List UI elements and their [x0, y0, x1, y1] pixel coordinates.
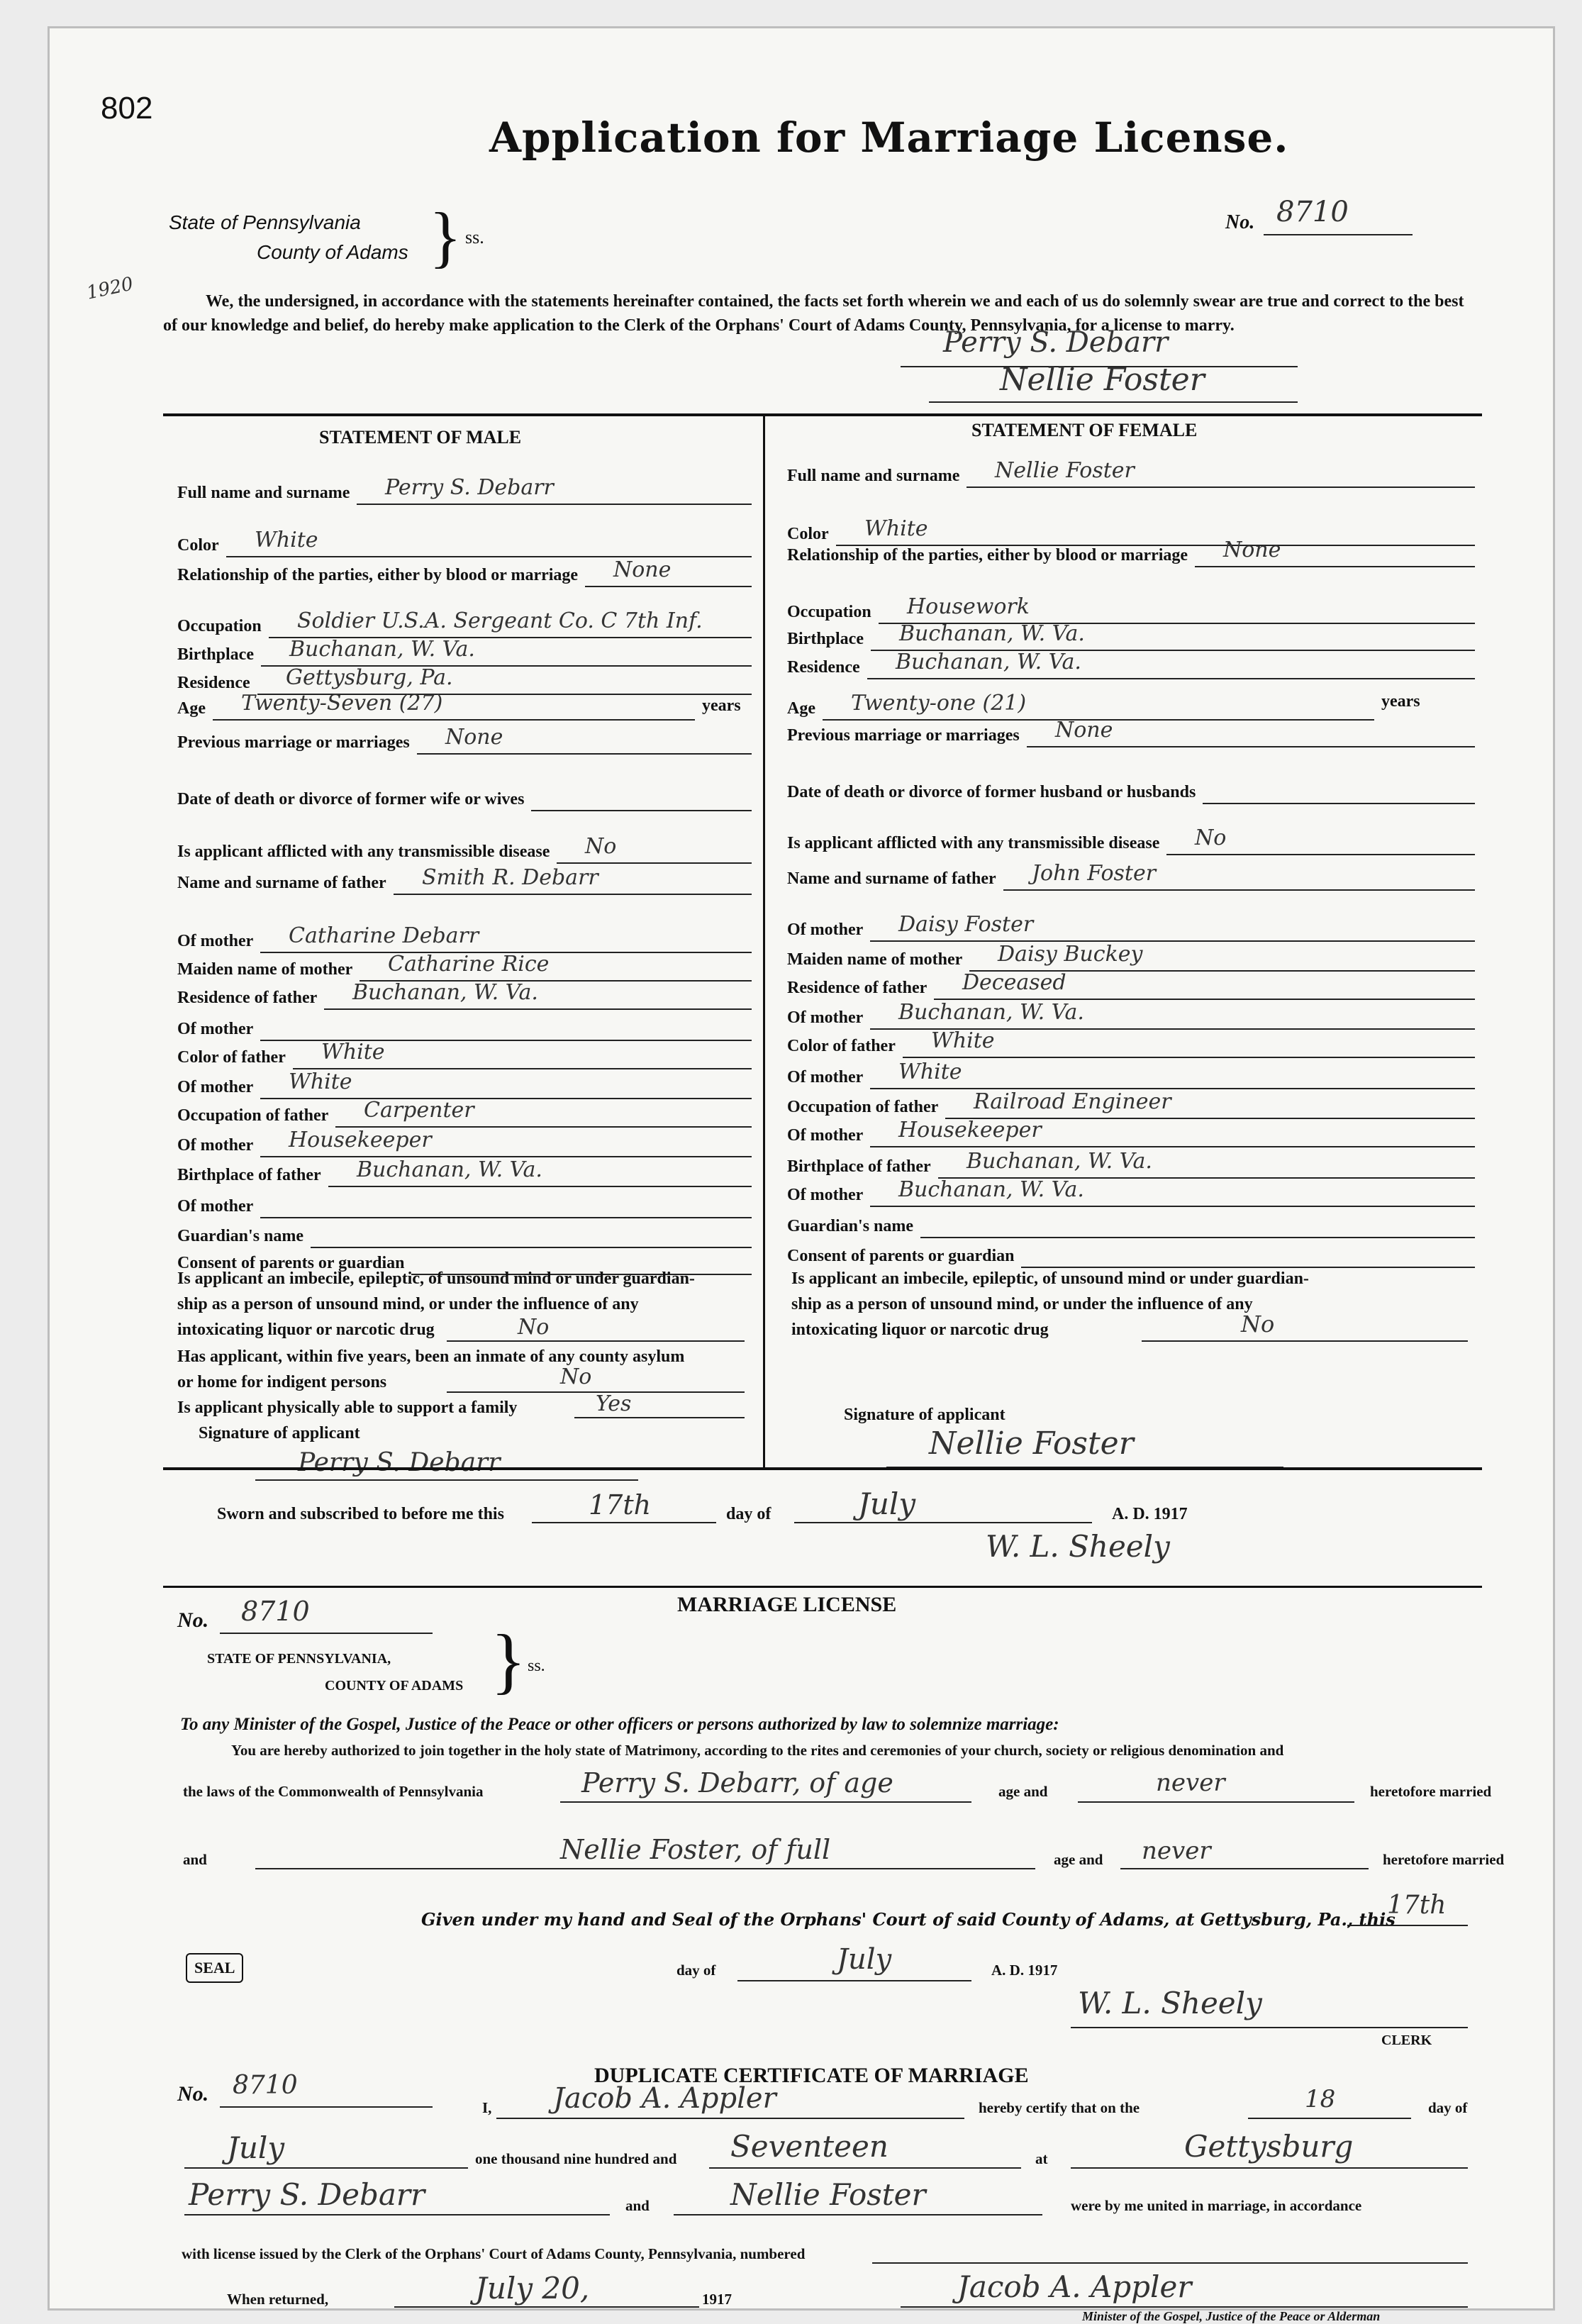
license-brace: } [491, 1620, 526, 1701]
male-row-value: Catharine Rice [388, 952, 550, 977]
male-heading: STATEMENT OF MALE [319, 427, 522, 447]
license-clerk-signature: W. L. Sheely [1078, 1986, 1262, 2020]
female-row-value: White [864, 516, 928, 541]
male-asylum-answer: No [560, 1364, 592, 1389]
male-row-value: Catharine Debarr [289, 923, 479, 948]
cert-bride: Nellie Foster [730, 2177, 926, 2212]
margin-note: 1920 [84, 273, 135, 304]
female-row-value: John Foster [1032, 861, 1157, 886]
cert-i: I, [482, 2099, 492, 2116]
cert-month: July [227, 2130, 285, 2165]
female-row-value: Nellie Foster [995, 458, 1135, 483]
license-heretofore-2: heretofore married [1383, 1851, 1505, 1868]
cert-returned-year: 1917 [702, 2291, 732, 2308]
license-heretofore-1: heretofore married [1370, 1783, 1492, 1800]
female-row-value: Daisy Foster [898, 912, 1034, 937]
female-imbecile-answer: No [1241, 1311, 1275, 1338]
female-signature: Nellie Foster [929, 1425, 1134, 1462]
male-row-value: Soldier U.S.A. Sergeant Co. C 7th Inf. [297, 608, 703, 633]
male-row-label: Full name and surname [177, 484, 350, 502]
male-row-label: Name and surname of father [177, 874, 386, 892]
male-years-unit: years [702, 696, 741, 715]
cert-place: Gettysburg [1184, 2129, 1354, 2164]
female-row-label: Occupation of father [787, 1098, 939, 1116]
license-age-and-2: age and [1054, 1851, 1103, 1868]
female-row-label: Of mother [787, 1126, 864, 1145]
header-no-label: No. [1225, 211, 1255, 233]
male-row-label: Of mother [177, 1197, 254, 1216]
female-years-unit: years [1381, 692, 1420, 711]
male-row-value: Buchanan, W. Va. [352, 980, 538, 1005]
license-seal: SEAL [186, 1953, 243, 1983]
female-row-label: Of mother [787, 1008, 864, 1027]
female-heading: STATEMENT OF FEMALE [971, 420, 1198, 440]
female-row-value: Buchanan, W. Va. [898, 1177, 1084, 1202]
cert-signature: Jacob A. Appler [957, 2269, 1192, 2304]
sworn-year: A. D. 1917 [1112, 1505, 1188, 1523]
male-row-label: Color [177, 536, 219, 555]
male-signature-label: Signature of applicant [199, 1424, 360, 1442]
intro-paragraph: We, the undersigned, in accordance with the statements hereinafter contained, the facts set forth wherein we and each of us do solemnly swear are true and correct to the best of our knowledge and belief, do hereby make application to the Clerk of the Orphans' Court of Adams County, Pennsylvania, for a license to marry. [163, 292, 1464, 335]
license-age-and-1: age and [998, 1783, 1048, 1800]
female-row-label: Color [787, 525, 829, 543]
male-row-value: None [445, 725, 503, 750]
female-row-value: Buchanan, W. Va. [899, 621, 1085, 646]
female-row-label: Of mother [787, 921, 864, 939]
header-sig-2: Nellie Foster [1000, 362, 1205, 398]
license-clerk-label: CLERK [1381, 2033, 1432, 2048]
male-imbecile-q2: ship as a person of unsound mind, or under the influence of any [177, 1295, 639, 1313]
female-row-value: Buchanan, W. Va. [896, 650, 1081, 674]
license-no-value: 8710 [241, 1596, 310, 1627]
cert-united: were by me united in marriage, in accordance [1071, 2197, 1362, 2214]
cert-day-of: day of [1428, 2099, 1468, 2116]
cert-returned-date: July 20, [475, 2271, 590, 2306]
male-row-label: Of mother [177, 1078, 254, 1096]
male-row-label: Occupation [177, 617, 262, 635]
female-row-value: White [931, 1028, 995, 1053]
header-ss: ss. [465, 227, 484, 248]
male-imbecile-q3: intoxicating liquor or narcotic drug [177, 1321, 435, 1339]
male-row-label: Color of father [177, 1048, 286, 1067]
female-row-label: Age [787, 699, 815, 718]
license-ss: ss. [528, 1657, 545, 1675]
male-asylum-q1: Has applicant, within five years, been an inmate of any county asylum [177, 1347, 685, 1366]
cert-with-license: with license issued by the Clerk of the Orphans' Court of Adams County, Pennsylvania, numbered [182, 2245, 806, 2262]
license-male-name: Perry S. Debarr, of age [581, 1767, 893, 1798]
female-imbecile-q1: Is applicant an imbecile, epileptic, of unsound mind or under guardian- [791, 1269, 1309, 1288]
license-day-of: day of [676, 1962, 716, 1979]
female-row-label: Consent of parents or guardian [787, 1247, 1015, 1265]
sworn-day: 17th [589, 1489, 652, 1520]
header-sig-1: Perry S. Debarr [943, 326, 1169, 359]
female-row-value: Housekeeper [898, 1118, 1042, 1142]
male-row-value: None [613, 557, 672, 582]
male-row-label: Birthplace of father [177, 1166, 321, 1184]
cert-groom: Perry S. Debarr [189, 2177, 425, 2212]
male-row-label: Maiden name of mother [177, 960, 353, 979]
female-row-label: Relationship of the parties, either by blood or marriage [787, 546, 1188, 565]
male-asylum-q2: or home for indigent persons [177, 1373, 387, 1391]
male-row-value: Buchanan, W. Va. [357, 1157, 542, 1182]
female-row-label: Of mother [787, 1186, 864, 1204]
license-given: Given under my hand and Seal of the Orphans' Court of said County of Adams, at Gettysburg, Pa., this [421, 1909, 1396, 1930]
male-imbecile-q1: Is applicant an imbecile, epileptic, of unsound mind or under guardian- [177, 1269, 695, 1288]
male-row-value: Housekeeper [289, 1128, 432, 1152]
cert-no-label: No. [177, 2082, 209, 2106]
male-row-label: Age [177, 699, 206, 718]
female-row-value: Twenty-one (21) [851, 691, 1027, 716]
male-row-value: White [255, 528, 318, 552]
male-row-label: Of mother [177, 932, 254, 950]
male-support-answer: Yes [596, 1391, 632, 1416]
female-row-label: Residence [787, 658, 860, 677]
cert-no-value: 8710 [233, 2071, 298, 2100]
header-state: State of Pennsylvania [169, 211, 361, 233]
license-and: and [183, 1851, 207, 1868]
license-no-label: No. [177, 1608, 209, 1632]
female-row-label: Birthplace of father [787, 1157, 931, 1176]
male-row-value: Gettysburg, Pa. [286, 665, 453, 690]
female-row-label: Is applicant afflicted with any transmissible disease [787, 834, 1160, 852]
sworn-label: Sworn and subscribed to before me this [217, 1505, 504, 1523]
sworn-clerk-signature: W. L. Sheely [986, 1529, 1170, 1564]
male-row-label: Is applicant afflicted with any transmissible disease [177, 843, 550, 861]
license-month: July [837, 1943, 892, 1976]
female-row-value: None [1055, 718, 1113, 743]
female-row-label: Full name and surname [787, 467, 960, 485]
female-row-label: Occupation [787, 603, 871, 621]
male-row-value: Twenty-Seven (27) [241, 691, 443, 716]
cert-certify: hereby certify that on the [979, 2099, 1140, 2116]
male-row-label: Consent of parents or guardian [177, 1254, 405, 1272]
page-title: Application for Marriage License. [489, 113, 1289, 162]
page-number: 802 [101, 91, 153, 126]
license-address: To any Minister of the Gospel, Justice of the Peace or other officers or persons authorized by law to solemnize marriage: [180, 1715, 1059, 1734]
license-female-prev: never [1142, 1837, 1211, 1865]
female-row-value: Daisy Buckey [998, 942, 1143, 967]
male-support-q: Is applicant physically able to support a family [177, 1399, 518, 1417]
license-county: COUNTY OF ADAMS [325, 1678, 464, 1694]
female-row-label: Previous marriage or marriages [787, 726, 1020, 745]
female-row-value: None [1223, 538, 1281, 562]
license-heading: MARRIAGE LICENSE [677, 1593, 897, 1616]
female-row-value: Housework [907, 594, 1030, 619]
cert-year: Seventeen [730, 2129, 889, 2164]
sworn-month: July [858, 1486, 916, 1521]
license-laws-label: the laws of the Commonwealth of Pennsylvania [183, 1783, 484, 1800]
male-row-label: Of mother [177, 1136, 254, 1155]
female-signature-label: Signature of applicant [844, 1406, 1006, 1424]
female-row-value: Railroad Engineer [974, 1089, 1171, 1114]
license-male-prev: never [1156, 1769, 1225, 1797]
male-row-value: Buchanan, W. Va. [289, 637, 475, 662]
female-row-label: Guardian's name [787, 1217, 914, 1235]
female-imbecile-q2: ship as a person of unsound mind, or under the influence of any [791, 1295, 1253, 1313]
female-row-label: Color of father [787, 1037, 896, 1055]
cert-when-returned: When returned, [227, 2291, 329, 2308]
male-row-label: Guardian's name [177, 1227, 304, 1245]
cert-at: at [1035, 2150, 1048, 2167]
cert-day: 18 [1305, 2085, 1336, 2113]
female-row-label: Date of death or divorce of former husband or husbands [787, 783, 1196, 801]
male-row-value: Perry S. Debarr [385, 475, 554, 500]
cert-officiant: Jacob A. Appler [553, 2082, 776, 2115]
header-brace: } [429, 199, 462, 274]
cert-signature-title: Minister of the Gospel, Justice of the Peace or Alderman [1082, 2309, 1381, 2323]
header-county: County of Adams [257, 241, 408, 263]
male-signature: Perry S. Debarr [298, 1448, 501, 1477]
cert-one-thousand: one thousand nine hundred and [475, 2150, 677, 2167]
male-row-label: Of mother [177, 1020, 254, 1038]
male-row-label: Relationship of the parties, either by blood or marriage [177, 566, 579, 584]
male-row-value: White [321, 1040, 385, 1064]
license-female-name: Nellie Foster, of full [560, 1834, 831, 1865]
application-document [50, 28, 1553, 2323]
male-row-value: Carpenter [364, 1098, 474, 1123]
female-imbecile-q3: intoxicating liquor or narcotic drug [791, 1321, 1049, 1339]
cert-heading: DUPLICATE CERTIFICATE OF MARRIAGE [594, 2064, 1029, 2087]
cert-and: and [625, 2197, 650, 2214]
female-row-label: Birthplace [787, 630, 864, 648]
female-row-value: Buchanan, W. Va. [967, 1149, 1152, 1174]
female-row-label: Of mother [787, 1068, 864, 1086]
male-row-label: Residence [177, 674, 250, 692]
sworn-day-of: day of [726, 1505, 771, 1523]
license-line-1: You are hereby authorized to join together in the holy state of Matrimony, according to the rites and ceremonies of your church, society or religious denomination and [231, 1742, 1284, 1759]
header-no-value: 8710 [1276, 196, 1349, 228]
license-given-day: 17th [1387, 1891, 1447, 1920]
female-row-label: Residence of father [787, 979, 928, 997]
male-row-label: Occupation of father [177, 1106, 329, 1125]
female-row-label: Name and surname of father [787, 869, 996, 888]
male-row-value: No [585, 834, 617, 859]
male-row-value: White [289, 1069, 352, 1094]
female-row-label: Maiden name of mother [787, 950, 963, 969]
male-row-label: Previous marriage or marriages [177, 733, 410, 752]
female-row-value: No [1195, 825, 1227, 850]
male-row-label: Residence of father [177, 989, 318, 1007]
female-row-value: Buchanan, W. Va. [898, 1000, 1084, 1025]
female-row-value: White [898, 1060, 962, 1084]
male-row-label: Birthplace [177, 645, 254, 664]
license-state: STATE OF PENNSYLVANIA, [207, 1651, 391, 1667]
female-row-value: Deceased [962, 970, 1066, 995]
male-row-label: Date of death or divorce of former wife or wives [177, 790, 525, 808]
male-imbecile-answer: No [518, 1315, 550, 1340]
male-row-value: Smith R. Debarr [422, 865, 598, 890]
license-year: A. D. 1917 [991, 1962, 1058, 1979]
